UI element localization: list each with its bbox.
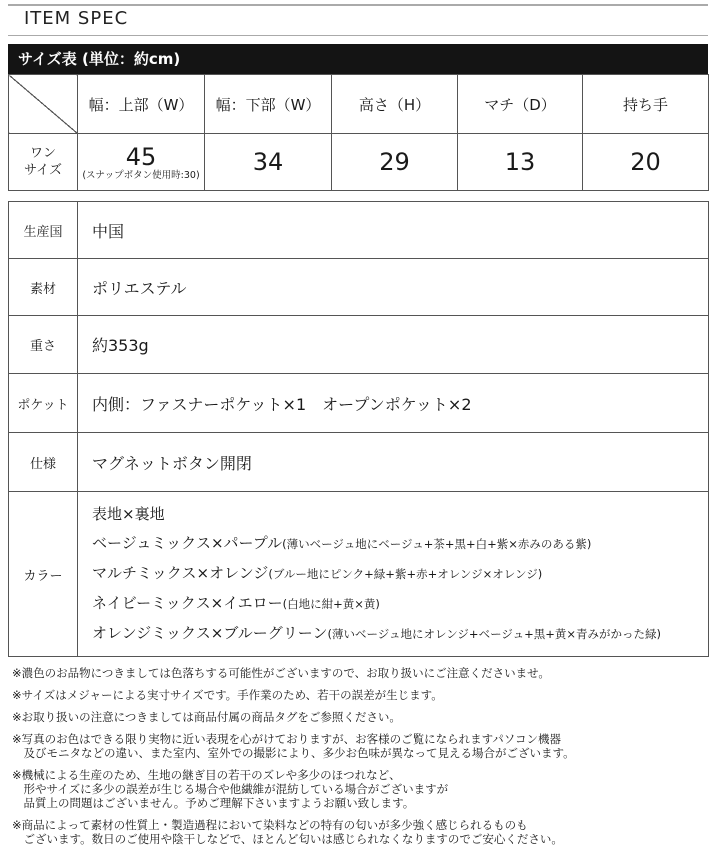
column-header: 持ち手 [583,75,709,134]
column-header: 高さ（H） [332,75,458,134]
value-cell: 29 [332,134,458,191]
value-note: (スナップボタン使用時:30) [82,169,200,181]
color-list [92,494,708,655]
spec-label-weight: 重さ [9,316,78,374]
size-table-title: サイズ表 (単位：約cm) [8,44,708,74]
heading-text: ITEM SPEC [24,8,129,29]
color-name: 表地×裏地 [92,504,165,523]
spec-label-material: 素材 [9,259,78,316]
value-text: 45 [125,142,157,171]
size-grid [8,74,709,191]
spec-value-colors [78,492,709,657]
row-label [9,134,78,191]
color-item [92,619,708,649]
color-name: オレンジミックス×ブルーグリーン [92,623,328,642]
color-name: マルチミックス×オレンジ [92,563,269,582]
note: ※サイズはメジャーによる実寸サイズです。手作業のため、若干の誤差が生じます。 [12,688,443,702]
spec-label-color: カラー [9,492,78,657]
section-heading [8,4,708,36]
value-cell: 34 [205,134,332,191]
color-item [92,500,708,529]
note: ※お取り扱いの注意につきましては商品付属の商品タグをご参照ください。 [12,710,401,724]
value-cell: 13 [458,134,583,191]
color-name: ベージュミックス×パープル [92,533,283,552]
color-name: ネイビーミックス×イエロー [92,593,283,612]
value-cell [78,134,205,191]
color-detail: (白地に紺+黄×黄) [282,596,380,611]
color-item [92,529,708,559]
spec-table [8,201,709,657]
spec-value-pocket: 内側：ファスナーポケット×1 オープンポケット×2 [78,374,709,433]
spec-value-weight: 約353g [78,316,709,374]
column-header: 幅：上部（W） [78,75,205,134]
note: ※写真のお色はできる限り実物に近い表現を心がけておりますが、お客様のご覧になられますパソコン機器 及びモニタなどの違い、また室内、室外での撮影により、多少お色味が異なって見える場合がございます。 [12,732,575,760]
color-item [92,589,708,619]
notes [12,666,712,854]
color-detail: (薄いベージュ地にオレンジ+ベージュ+黒+黄×青みがかった緑) [327,626,662,641]
size-table [8,44,708,191]
color-detail: (ブルー地にピンク+緑+紫+赤+オレンジ×オレンジ) [268,566,543,581]
color-detail: (薄いベージュ地にベージュ+茶+黒+白+紫×赤みのある紫) [282,536,592,551]
note: ※濃色のお品物につきましては色落ちする可能性がございますので、お取り扱いにご注意くださいませ。 [12,666,550,680]
column-header: 幅：下部（W） [205,75,332,134]
note: ※商品によって素材の性質上・製造過程において染料などの特有の匂いが多少強く感じられるものも ございます。数日のご使用や陰干しなどで、ほとんど匂いは感じられなくなりますのでご安心ください。 [12,818,563,846]
spec-value-spec: マグネットボタン開閉 [78,433,709,492]
spec-label-pocket: ポケット [9,374,78,433]
spec-label-spec: 仕様 [9,433,78,492]
spec-value-material: ポリエステル [78,259,709,316]
spec-value-origin: 中国 [78,202,709,259]
column-header: マチ（D） [458,75,583,134]
color-item [92,559,708,589]
value-cell: 20 [583,134,709,191]
corner-cell [9,75,78,134]
note: ※機械による生産のため、生地の継ぎ目の若干のズレや多少のほつれなど、 形やサイズに多少の誤差が生じる場合や他繊維が混紡している場合がございますが 品質上の問題はございません。予めご理解下さいますようお願い致します。 [12,768,449,810]
spec-label-origin: 生産国 [9,202,78,259]
row-label-text: ワン サイズ [24,146,62,178]
